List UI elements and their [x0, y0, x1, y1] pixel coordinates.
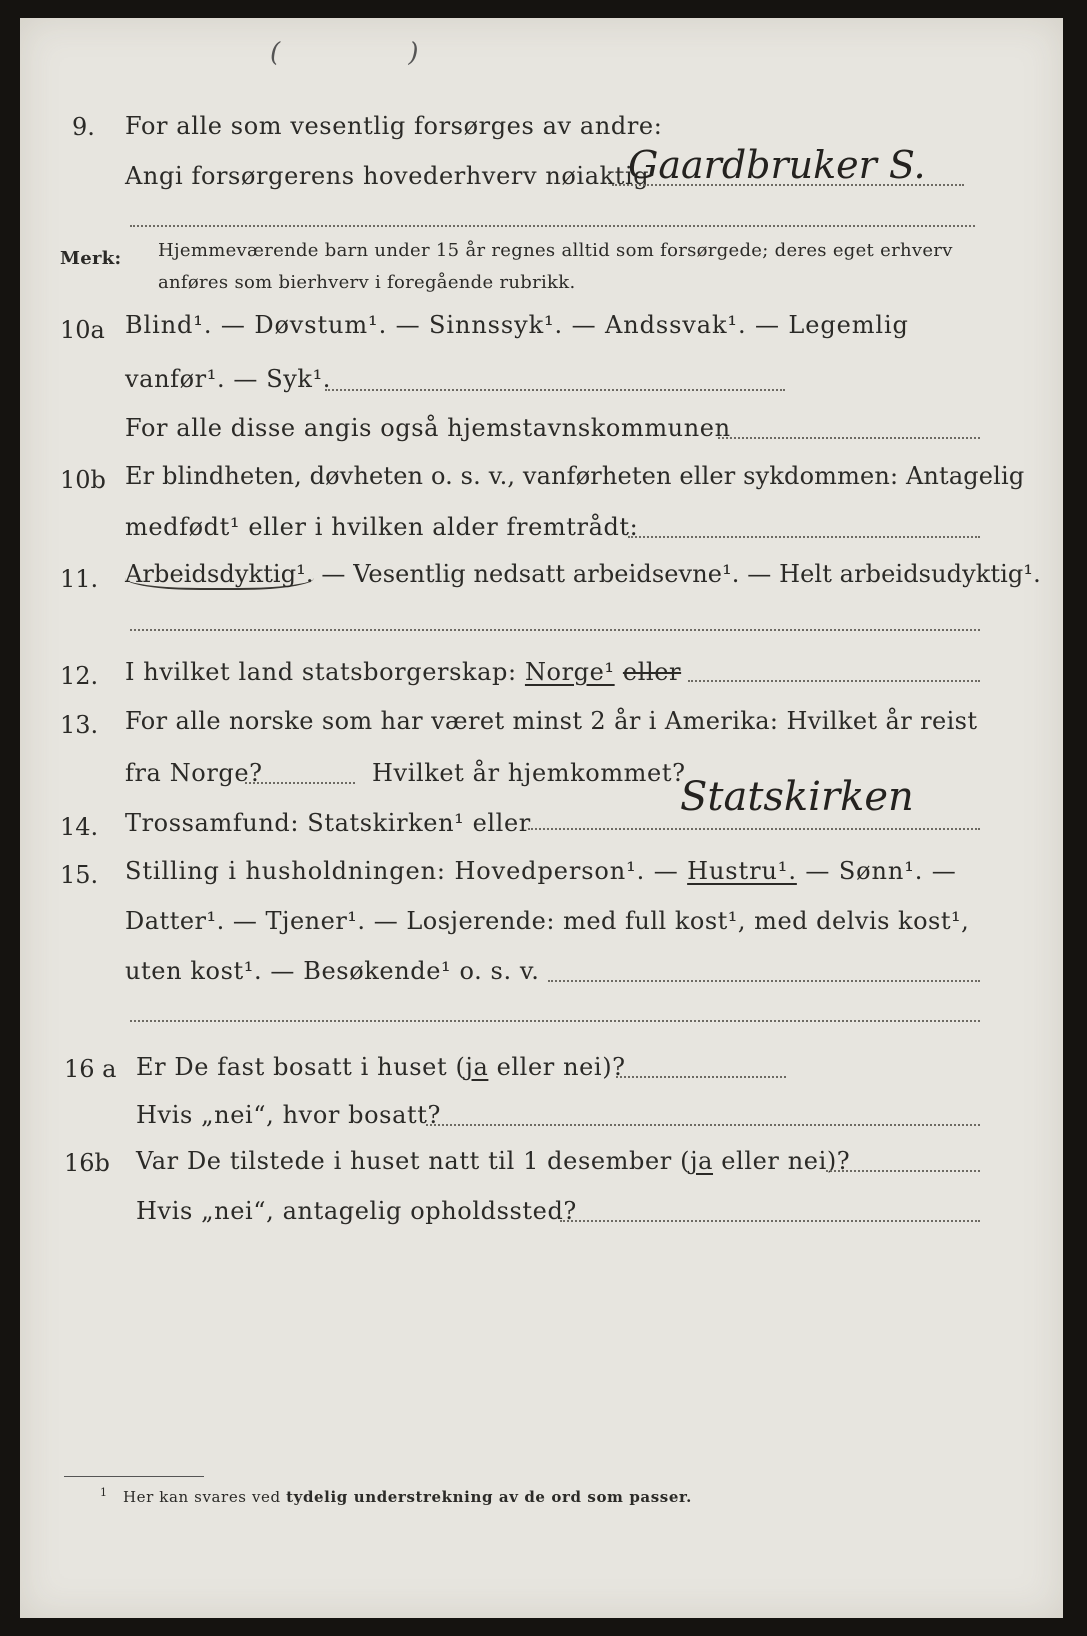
q16a-line2: Hvis „nei“, hvor bosatt?	[136, 1101, 441, 1129]
footnote-text: Her kan svares ved	[122, 1488, 281, 1506]
q16b-question-end: eller nei)?	[713, 1147, 851, 1175]
q12-struck-eller: eller	[622, 658, 682, 686]
q16a-bosatt-line	[426, 1124, 980, 1126]
q10b-line2: medfødt¹ eller i hvilken alder fremtrådt:	[125, 513, 639, 541]
q15-line1-end: — Sønn¹. —	[805, 857, 957, 885]
q10a-line3: For alle disse angis også hjemstavnskommunen	[125, 414, 731, 442]
footnote-rule	[64, 1476, 204, 1477]
q16b-answer-line	[826, 1170, 980, 1172]
q14-handwritten-answer: Statskirken	[680, 774, 914, 820]
header-handwritten-marks: ( )	[270, 38, 479, 68]
q15-option-hustru: Hustru¹.	[687, 857, 797, 885]
q10a-hjemstavn-line	[718, 437, 980, 439]
q9-number: 9.	[72, 113, 95, 141]
q11-number: 11.	[60, 565, 99, 593]
q9-handwritten-answer: Gaardbruker S.	[628, 143, 926, 187]
q16a-number: 16 a	[64, 1055, 117, 1083]
q10a-syk-line	[325, 389, 785, 391]
q15-line3: uten kost¹. — Besøkende¹ o. s. v.	[125, 957, 540, 985]
q16b-line2: Hvis „nei“, antagelig opholdssted?	[136, 1197, 577, 1225]
q15-extra-line	[130, 1020, 980, 1022]
q16a-question-end: eller nei)?	[488, 1053, 626, 1081]
q13-line1: For alle norske som har været minst 2 år i Amerika: Hvilket år reist	[125, 707, 978, 735]
q16b-option-ja: ja	[690, 1147, 714, 1175]
q12-question: I hvilket land statsborgerskap:	[125, 658, 517, 686]
footnote-emphasis: tydelig understrekning av de ord som passer.	[286, 1488, 692, 1506]
q13-line2b: Hvilket år hjemkommet?	[372, 759, 686, 787]
q12-number: 12.	[60, 662, 99, 690]
q11-other-options: — Vesentlig nedsatt arbeidsevne¹. — Helt arbeidsudyktig¹.	[321, 560, 1041, 588]
q15-line1	[125, 856, 957, 886]
q13-line2a: fra Norge?	[125, 759, 263, 787]
q12-option-norge: Norge¹	[524, 658, 615, 686]
q9-extra-line	[130, 225, 975, 227]
q14-number: 14.	[60, 813, 99, 841]
q16b-number: 16b	[64, 1149, 110, 1177]
q15-answer-line	[548, 980, 980, 982]
q16a-option-ja: ja	[465, 1053, 489, 1081]
q14-answer-line	[528, 828, 980, 830]
q10b-answer-line	[628, 536, 980, 538]
q16b-question: Var De tilstede i huset natt til 1 desember (	[136, 1147, 691, 1175]
footnote	[100, 1483, 692, 1507]
q13-reist-line	[245, 782, 355, 784]
q14-line: Trossamfund: Statskirken¹ eller	[125, 809, 531, 837]
q10a-line1: Blind¹. — Døvstum¹. — Sinnssyk¹. — Andssvak¹. — Legemlig	[125, 311, 909, 339]
q15-line1-start: Stilling i husholdningen: Hovedperson¹. —	[125, 857, 679, 885]
q13-number: 13.	[60, 711, 99, 739]
census-form-page	[20, 18, 1063, 1618]
q16b-opholdssted-line	[560, 1220, 980, 1222]
q10b-line1: Er blindheten, døvheten o. s. v., vanførheten eller sykdommen: Antagelig	[125, 462, 1025, 490]
q16a-question: Er De fast bosatt i huset (	[136, 1053, 466, 1081]
q11-option-arbeidsdyktig: Arbeidsdyktig¹.	[125, 560, 314, 588]
q12-line	[125, 657, 681, 687]
q16a-answer-line	[616, 1076, 786, 1078]
q10a-line2: vanfør¹. — Syk¹.	[125, 365, 332, 393]
merk-label: Merk:	[60, 248, 122, 269]
footnote-mark: 1	[100, 1486, 108, 1499]
q10a-number: 10a	[60, 316, 105, 344]
q10b-number: 10b	[60, 466, 106, 494]
q15-line2: Datter¹. — Tjener¹. — Losjerende: med full kost¹, med delvis kost¹,	[125, 907, 970, 935]
merk-line2: anføres som bierhverv i foregående rubrikk.	[158, 272, 576, 293]
q15-number: 15.	[60, 861, 99, 889]
merk-line1: Hjemmeværende barn under 15 år regnes alltid som forsørgede; deres eget erhverv	[158, 240, 953, 261]
q16b-line1	[136, 1146, 850, 1176]
q16a-line1	[136, 1052, 626, 1082]
q12-answer-line	[688, 680, 980, 682]
q11-line	[125, 559, 1041, 589]
q9-line2: Angi forsørgerens hovederhverv nøiaktig	[125, 162, 650, 190]
q9-line1: For alle som vesentlig forsørges av andre:	[125, 112, 663, 140]
q11-extra-line	[130, 629, 980, 631]
